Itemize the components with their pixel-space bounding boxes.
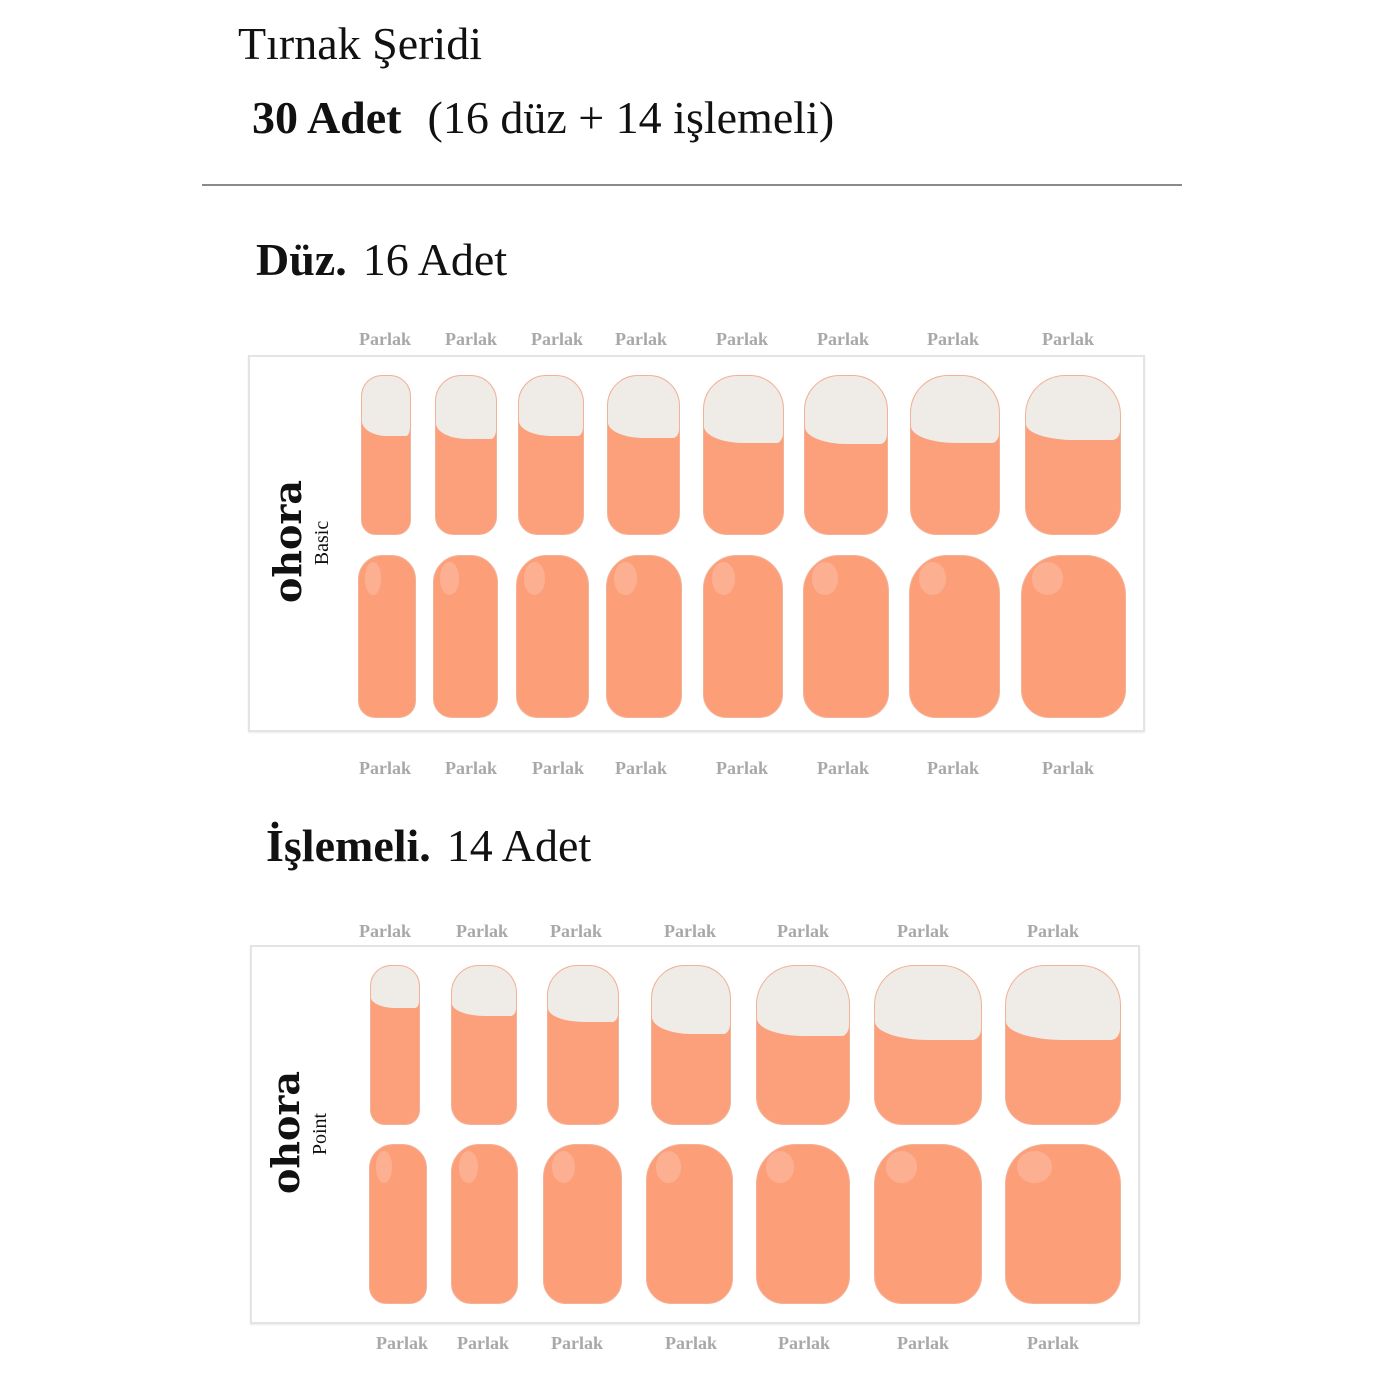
french-tip: [652, 966, 730, 1034]
french-tip-nail-sticker: [651, 965, 731, 1125]
finish-label: Parlak: [777, 921, 829, 941]
gloss-highlight: [712, 562, 735, 594]
brand-logo: ohora: [263, 1071, 308, 1194]
finish-label: Parlak: [359, 921, 411, 941]
finish-label: Parlak: [897, 921, 949, 941]
finish-label: Parlak: [897, 1333, 949, 1353]
basic-heading-count: 16 Adet: [362, 234, 508, 285]
solid-nail-sticker: [646, 1144, 733, 1304]
divider: [202, 184, 1182, 186]
french-tip: [436, 376, 496, 439]
french-tip: [1006, 966, 1120, 1040]
finish-label: Parlak: [1027, 921, 1079, 941]
solid-nail-sticker: [606, 555, 682, 718]
finish-label: Parlak: [716, 329, 768, 349]
finish-label: Parlak: [817, 758, 869, 778]
french-tip: [1026, 376, 1120, 440]
french-tip: [548, 966, 618, 1022]
french-tip: [757, 966, 849, 1036]
finish-label: Parlak: [376, 1333, 428, 1353]
french-tip: [519, 376, 583, 436]
french-tip-nail-sticker: [804, 375, 888, 535]
solid-nail-sticker: [358, 555, 416, 718]
french-tip-nail-sticker: [703, 375, 784, 535]
gloss-highlight: [886, 1151, 918, 1183]
french-tip-nail-sticker: [1025, 375, 1121, 535]
solid-nail-sticker: [1021, 555, 1126, 718]
gloss-highlight: [919, 562, 946, 594]
brand-logo: ohora: [265, 480, 310, 603]
basic-brand-mark: [242, 480, 362, 603]
piece-count: [252, 88, 834, 148]
finish-label: Parlak: [445, 758, 497, 778]
finish-label: Parlak: [817, 329, 869, 349]
solid-nail-sticker: [803, 555, 889, 718]
point-section-heading: [266, 816, 591, 876]
solid-nail-sticker: [451, 1144, 518, 1304]
solid-nail-sticker: [756, 1144, 850, 1304]
gloss-highlight: [376, 1151, 393, 1183]
piece-count-detail: (16 düz + 14 işlemeli): [427, 92, 835, 143]
finish-label: Parlak: [1042, 329, 1094, 349]
finish-label: Parlak: [1027, 1333, 1079, 1353]
finish-label: Parlak: [359, 758, 411, 778]
finish-label: Parlak: [927, 758, 979, 778]
solid-nail-sticker: [874, 1144, 982, 1304]
french-tip-nail-sticker: [756, 965, 850, 1125]
finish-label: Parlak: [551, 1333, 603, 1353]
french-tip: [875, 966, 981, 1040]
basic-section-heading: [256, 230, 507, 290]
french-tip-nail-sticker: [370, 965, 420, 1125]
finish-label: Parlak: [532, 758, 584, 778]
french-tip: [362, 376, 410, 436]
finish-label: Parlak: [664, 921, 716, 941]
french-tip-nail-sticker: [607, 375, 680, 535]
basic-heading-label: Düz.: [256, 234, 347, 285]
brand-line-name: Point: [309, 1112, 331, 1156]
gloss-highlight: [365, 562, 382, 594]
french-tip: [911, 376, 999, 443]
gloss-highlight: [766, 1151, 794, 1183]
point-brand-mark: [240, 1071, 360, 1194]
solid-nail-sticker: [543, 1144, 622, 1304]
page-title: Tırnak Şeridi: [238, 18, 482, 69]
gloss-highlight: [459, 1151, 479, 1183]
finish-label: Parlak: [550, 921, 602, 941]
basic-nail-sheet: [248, 355, 1145, 732]
gloss-highlight: [656, 1151, 682, 1183]
gloss-highlight: [1032, 562, 1063, 594]
finish-label: Parlak: [1042, 758, 1094, 778]
finish-label: Parlak: [778, 1333, 830, 1353]
finish-label: Parlak: [445, 329, 497, 349]
french-tip: [805, 376, 887, 444]
solid-nail-sticker: [1005, 1144, 1121, 1304]
finish-label: Parlak: [615, 758, 667, 778]
solid-nail-sticker: [516, 555, 589, 718]
finish-label: Parlak: [531, 329, 583, 349]
brand-line-name: Basic: [311, 520, 333, 566]
french-tip-nail-sticker: [874, 965, 982, 1125]
french-tip-nail-sticker: [1005, 965, 1121, 1125]
gloss-highlight: [812, 562, 837, 594]
finish-label: Parlak: [359, 329, 411, 349]
french-tip-nail-sticker: [547, 965, 619, 1125]
point-heading-count: 14 Adet: [446, 820, 592, 871]
finish-label: Parlak: [456, 921, 508, 941]
gloss-highlight: [440, 562, 459, 594]
french-tip-nail-sticker: [435, 375, 497, 535]
finish-label: Parlak: [665, 1333, 717, 1353]
point-nail-sheet: [250, 945, 1140, 1324]
gloss-highlight: [1017, 1151, 1051, 1183]
solid-nail-sticker: [433, 555, 498, 718]
french-tip-nail-sticker: [910, 375, 1000, 535]
gloss-highlight: [552, 1151, 575, 1183]
french-tip: [608, 376, 679, 438]
solid-nail-sticker: [369, 1144, 427, 1304]
piece-count-total: 30 Adet: [252, 92, 402, 143]
french-tip-nail-sticker: [518, 375, 584, 535]
solid-nail-sticker: [909, 555, 1000, 718]
point-heading-label: İşlemeli.: [266, 820, 431, 871]
finish-label: Parlak: [927, 329, 979, 349]
finish-label: Parlak: [615, 329, 667, 349]
solid-nail-sticker: [703, 555, 783, 718]
french-tip-nail-sticker: [451, 965, 517, 1125]
french-tip: [371, 966, 419, 1008]
finish-label: Parlak: [716, 758, 768, 778]
french-tip-nail-sticker: [361, 375, 411, 535]
french-tip: [452, 966, 516, 1016]
gloss-highlight: [524, 562, 545, 594]
french-tip: [704, 376, 783, 443]
gloss-highlight: [614, 562, 636, 594]
finish-label: Parlak: [457, 1333, 509, 1353]
